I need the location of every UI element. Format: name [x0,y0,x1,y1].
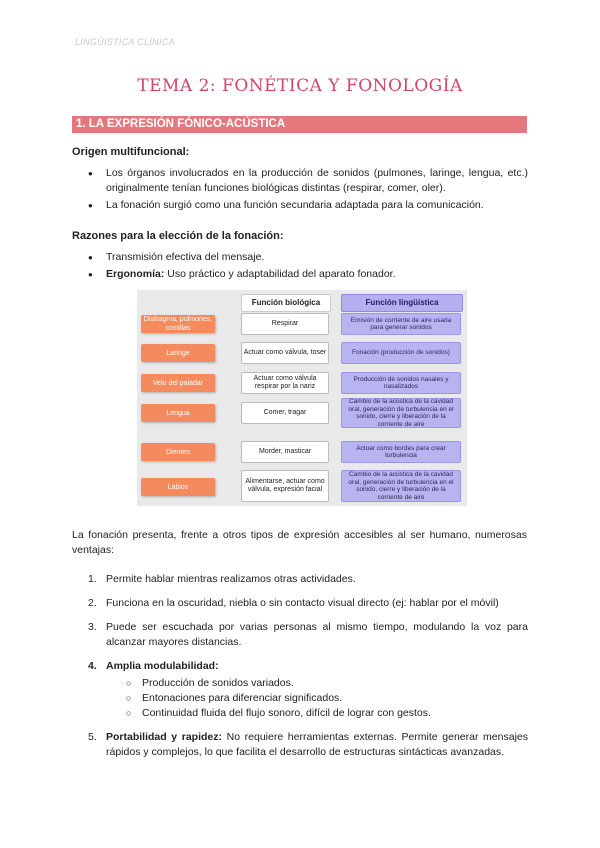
item-number: 4. [88,660,97,672]
list-item [88,572,528,587]
ergonomia-label: Ergonomía: [106,268,165,280]
ling-function-box: Fonación (producción de sonidos) [341,342,461,364]
item-text: Funciona en la oscuridad, niebla o sin contacto visual directo (ej: hablar por el móvil) [106,597,499,609]
sub-list-item: ○ Producción de sonidos variados. [126,676,528,691]
organ-box: Lengua [141,404,215,422]
item-text: Permite hablar mientras realizamos otras actividades. [106,573,356,585]
list-item: ● Los órganos involucrados en la producción de sonidos (pulmones, laringe, lengua, etc.) originalmente tenían funciones biológicas distintas (respirar, comer, oler). [88,166,528,196]
ergonomia-text: Uso práctico y adaptabilidad del aparato fonador. [164,268,396,280]
running-header: LINGÜÍSTICA CLÍNICA [75,37,175,47]
bio-function-box: Actuar como válvula, toser [241,342,329,364]
sub-list-item: ○ Continuidad fluida del flujo sonoro, difícil de lograr con gestos. [126,706,528,721]
list-item [88,267,528,282]
organ-box: Velo del paladar [141,374,215,392]
ling-function-box: Actuar como bordes para crear turbulencia [341,441,461,463]
linguistic-function-header: Función lingüística [341,294,463,312]
item-number: 3. [88,621,97,633]
organs-function-diagram [137,290,467,506]
bio-function-box: Respirar [241,313,329,335]
item-text: Puede ser escuchada por varias personas al mismo tiempo, modulando la voz para alcanzar mayores distancias. [106,621,528,648]
list-item [88,596,528,611]
list-item [88,659,528,721]
document-title: TEMA 2: FONÉTICA Y FONOLOGÍA [137,76,463,96]
sub-list-item: ○ Entonaciones para diferenciar significados. [126,691,528,706]
bio-function-box: Morder, masticar [241,441,329,463]
organ-box: Dientes [141,443,215,461]
advantages-list [88,572,528,760]
item-bold-text: Portabilidad y rapidez: [106,731,222,743]
origin-list [88,166,528,215]
ling-function-box: Emisión de corriente de aire usada para generar sonidos [341,313,461,335]
bio-function-box: Alimentarse, actuar como válvula, expresión facial [241,470,329,502]
origin-heading: Origen multifuncional: [72,146,190,158]
ling-function-box: Producción de sonidos nasales y nasalizados [341,372,461,394]
intro-paragraph: La fonación presenta, frente a otros tipos de expresión accesibles al ser humano, numerosas ventajas: [72,529,527,556]
organ-box: Laringe [141,344,215,362]
reasons-heading: Razones para la elección de la fonación: [72,230,284,242]
sub-list [126,676,528,721]
list-item [88,620,528,650]
organ-box: Diafragma, pulmones, costillas [141,315,215,333]
list-item: ● Transmisión efectiva del mensaje. [88,250,528,265]
item-number: 2. [88,597,97,609]
bio-function-box: Actuar como válvula respirar por la nariz [241,372,329,394]
item-number: 1. [88,573,97,585]
reasons-list [88,250,528,284]
ling-function-box: Cambio de la acústica de la cavidad oral, generación de turbulencia en el sonido, cierre y liberación de la corriente de aire [341,470,461,502]
section-heading: 1. LA EXPRESIÓN FÓNICO-ACÚSTICA [72,116,527,133]
organ-box: Labios [141,478,215,496]
item-number: 5. [88,731,97,743]
bio-function-box: Comer, tragar [241,402,329,424]
list-item: ● La fonación surgió como una función secundaria adaptada para la comunicación. [88,198,528,213]
item-text: No requiere herramientas externas. Permite generar mensajes rápidos y complejos, lo que facilita el desarrollo de estructuras sintácticas avanzadas. [106,731,528,758]
ling-function-box: Cambio de la acústica de la cavidad oral, generación de turbulencia en el sonido, cierre y liberación de la corriente de aire [341,398,461,428]
list-item [88,730,528,760]
item-text: Amplia modulabilidad: [106,660,219,672]
biological-function-header: Función biológica [241,294,331,312]
